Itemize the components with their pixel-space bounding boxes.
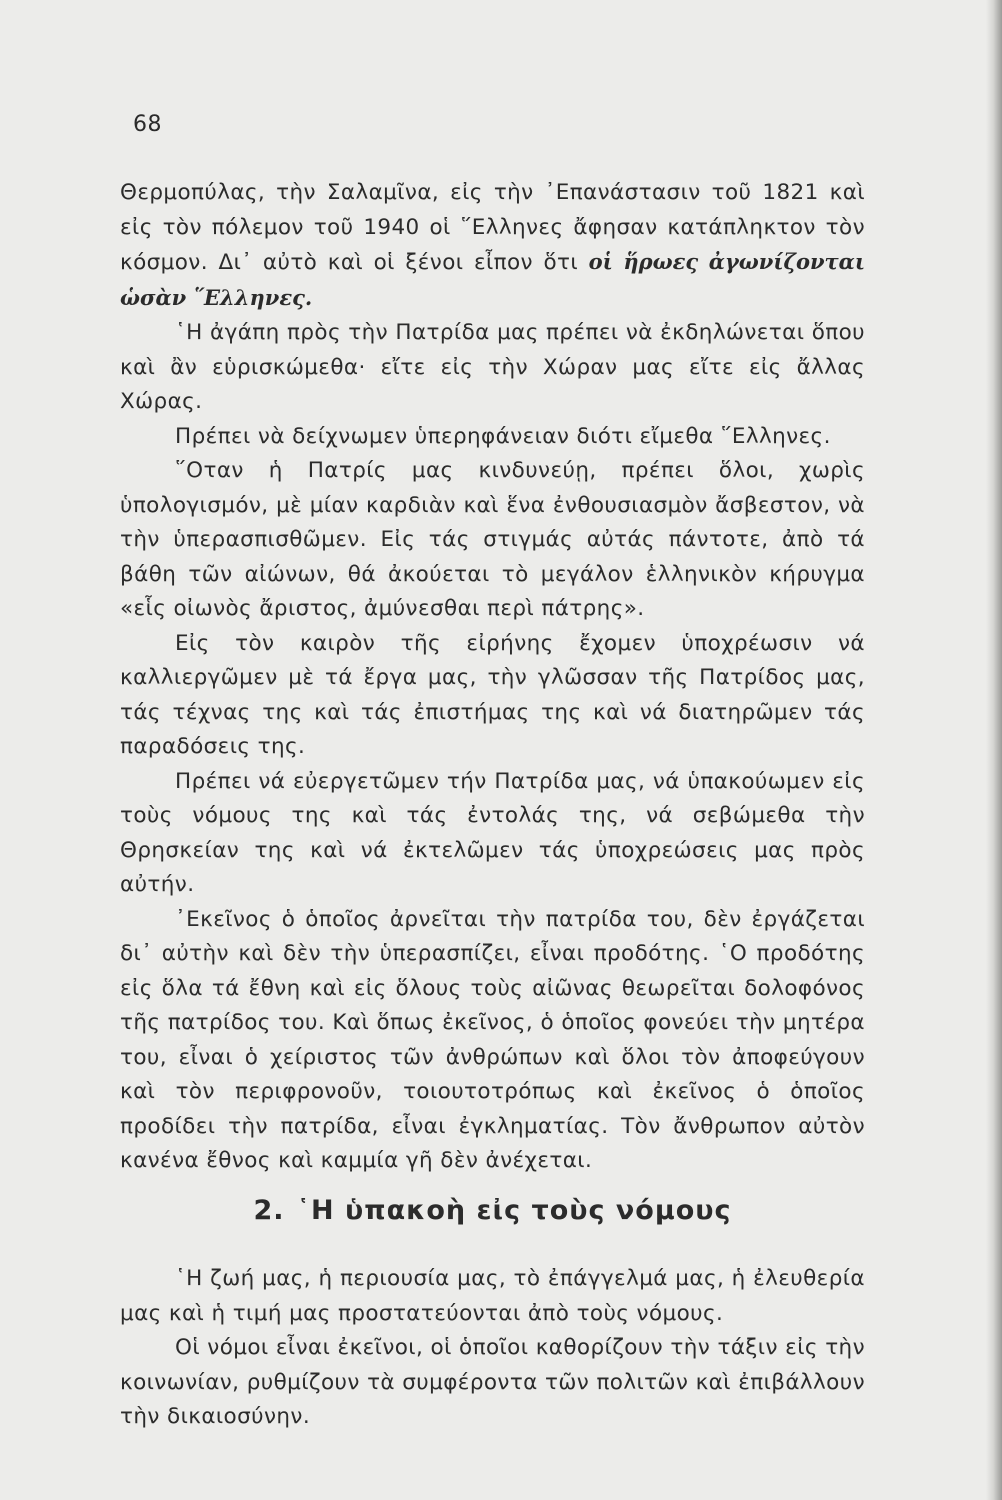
paragraph-4: ῞Οταν ἡ Πατρίς μας κινδυνεύῃ, πρέπει ὅλοι, χωρὶς ὑπολογισμόν, μὲ μίαν καρδιὰν καὶ ἕνα ἐνθουσιασμὸν ἄσβεστον, νὰ τὴν ὑπερασπισθῶμεν. Εἰς τάς στιγμάς αὐτάς πάντοτε, ἀπὸ τά βάθη τῶν αἰώνων, θά ἀκούεται τὸ μεγάλον ἑλληνικὸν κήρυγμα «εἷς οἰωνὸς ἄριστος, ἀμύνεσθαι περὶ πάτρης». bbox=[120, 458, 865, 621]
paragraph-6: Πρέπει νά εὐεργετῶμεν τήν Πατρίδα μας, νά ὑπακούωμεν εἰς τοὺς νόμους της καὶ τάς ἐντολάς της, νά σεβώμεθα τὴν Θρησκείαν της καὶ νά ἐκτελῶμεν τάς ὑποχρεώσεις μας πρὸς αὐτήν. bbox=[120, 768, 865, 897]
body-text-block bbox=[120, 176, 865, 1179]
section-heading bbox=[120, 1195, 865, 1226]
section-number: 2. bbox=[253, 1195, 285, 1226]
paragraph-1-text: Θερμοπύλας, τὴν Σαλαμῖνα, εἰς τὴν ᾿Επανάστασιν τοῦ 1821 καὶ εἰς τὸν πόλεμον τοῦ 1940 οἱ ῞Ελληνες ἄφησαν κατάπληκτον τὸν κόσμον. Δι᾿ αὐτὸ καὶ οἱ ξένοι εἶπον ὅτι bbox=[120, 180, 865, 275]
paragraph-1 bbox=[120, 176, 865, 316]
paragraph-3: Πρέπει νὰ δείχνωμεν ὑπερηφάνειαν διότι εἴμεθα ῞Ελληνες. bbox=[175, 423, 831, 449]
emphasized-quote: οἱ ἥρωες ἀγωνίζονται ὡσὰν ῞Ελληνες. bbox=[120, 249, 865, 310]
section-body-text bbox=[120, 1262, 865, 1435]
section-paragraph-1: ῾Η ζωή μας, ἡ περιουσία μας, τὸ ἐπάγγελμά μας, ἡ ἐλευθερία μας καὶ ἡ τιμή μας προστατεύονται ἀπὸ τοὺς νόμους. bbox=[120, 1266, 865, 1326]
page-edge-shadow bbox=[986, 0, 1002, 1500]
paragraph-5: Εἰς τὸν καιρὸν τῆς εἰρήνης ἔχομεν ὑποχρέωσιν νά καλλιεργῶμεν μὲ τά ἔργα μας, τὴν γλῶσσαν τῆς Πατρίδος μας, τάς τέχνας της καὶ τάς ἐπιστήμας της καὶ νά διατηρῶμεν τάς παραδόσεις της. bbox=[120, 630, 865, 759]
section-title: ῾Η ὑπακοὴ εἰς τοὺς νόμους bbox=[296, 1195, 732, 1226]
paragraph-7: ᾿Εκεῖνος ὁ ὁποῖος ἀρνεῖται τὴν πατρίδα του, δὲν ἐργάζεται δι᾿ αὐτὴν καὶ δὲν τὴν ὑπερασπίζει, εἶναι προδότης. ῾Ο προδότης εἰς ὅλα τά ἔθνη καὶ εἰς ὅλους τοὺς αἰῶνας θεωρεῖται δολοφόνος τῆς πατρίδος του. Καὶ ὅπως ἐκεῖνος, ὁ ὁποῖος φονεύει τὴν μητέρα του, εἶναι ὁ χείριστος τῶν ἀνθρώπων καὶ ὅλοι τὸν ἀποφεύγουν καὶ τὸν περιφρονοῦν, τοιουτοτρόπως καὶ ἐκεῖνος ὁ ὁποῖος προδίδει τὴν πατρίδα, εἶναι ἐγκληματίας. Τὸν ἄνθρωπον αὐτὸν κανένα ἔθνος καὶ καμμία γῆ δὲν ἀνέχεται. bbox=[120, 906, 865, 1173]
paragraph-2: ῾Η ἀγάπη πρὸς τὴν Πατρίδα μας πρέπει νὰ ἐκδηλώνεται ὅπου καὶ ἂν εὑρισκώμεθα· εἴτε εἰς τὴν Χώραν μας εἴτε εἰς ἄλλας Χώρας. bbox=[120, 320, 865, 414]
section-paragraph-2: Οἱ νόμοι εἶναι ἐκεῖνοι, οἱ ὁποῖοι καθορίζουν τὴν τάξιν εἰς τὴν κοινωνίαν, ρυθμίζουν τὰ συμφέροντα τῶν πολιτῶν καὶ ἐπιβάλλουν τὴν δικαιοσύνην. bbox=[120, 1335, 865, 1429]
page-number: 68 bbox=[133, 112, 162, 137]
